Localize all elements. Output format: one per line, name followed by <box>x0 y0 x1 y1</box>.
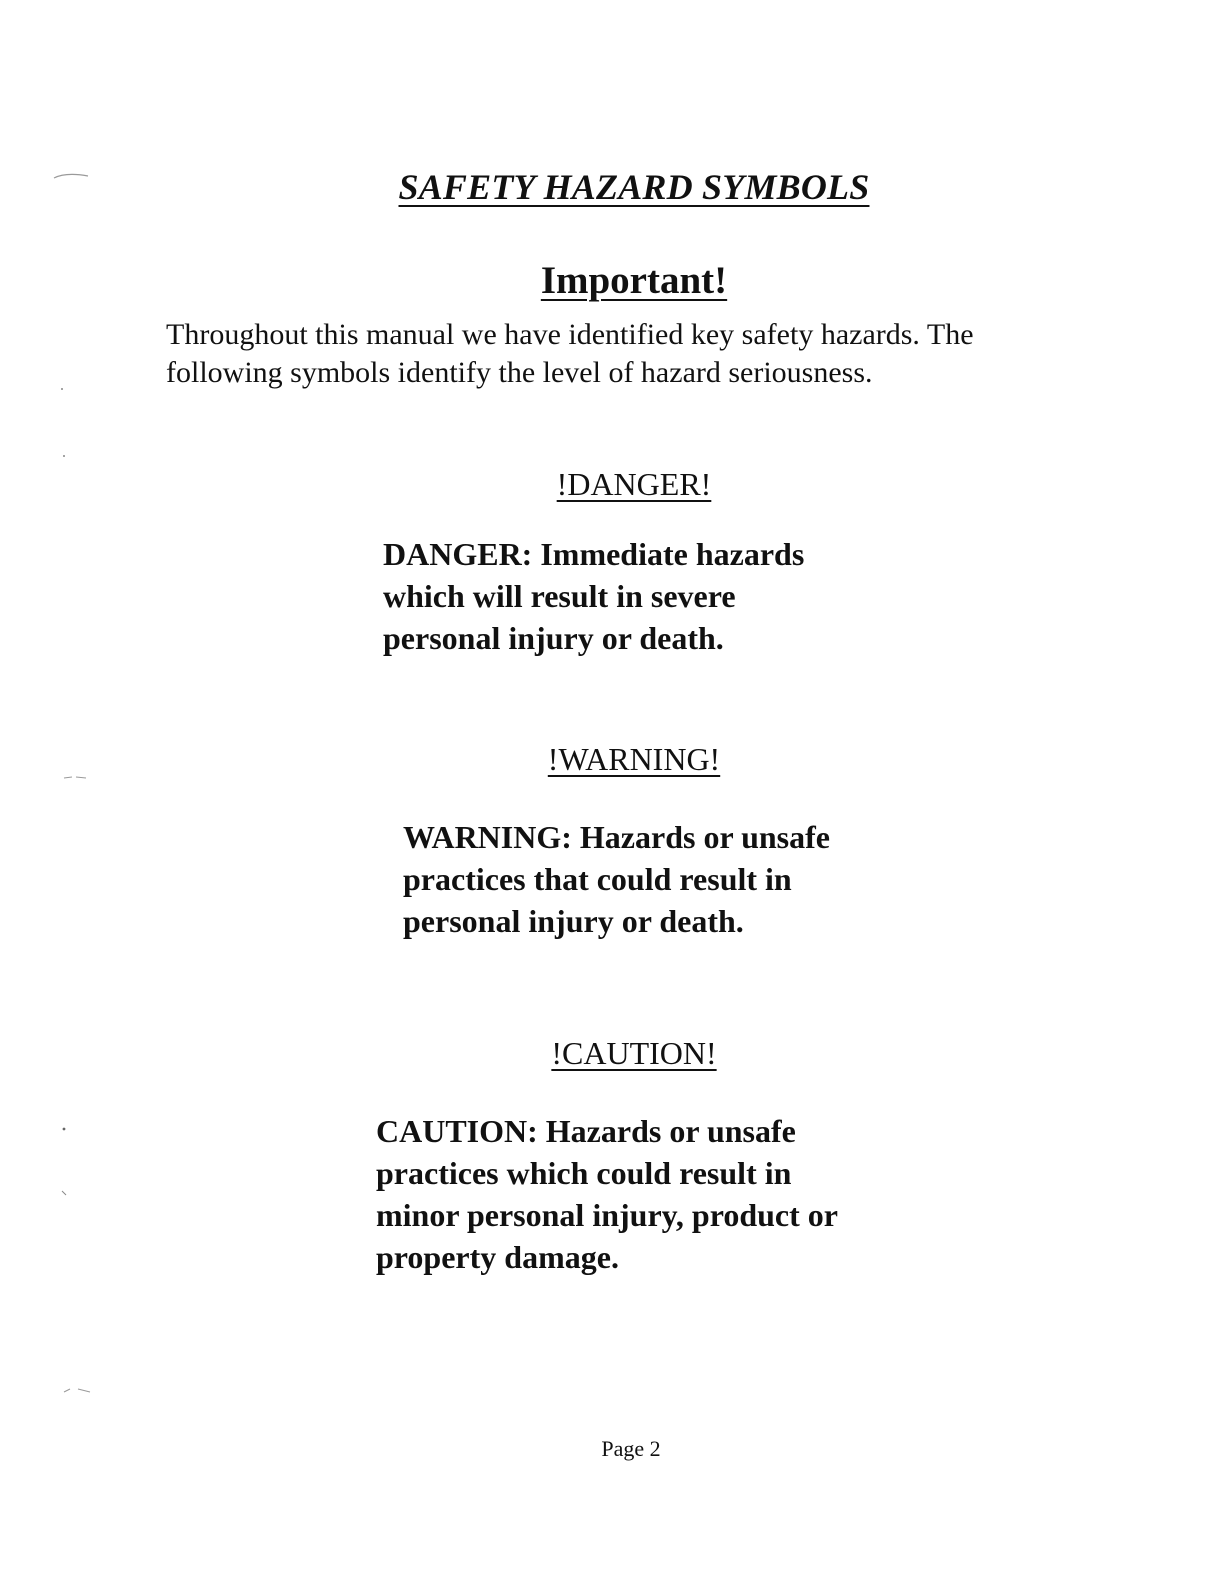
warning-heading: !WARNING! <box>547 741 721 777</box>
scan-artifact-mark <box>52 170 92 182</box>
scan-artifact-mark <box>58 384 68 394</box>
important-heading: Important! <box>540 259 728 302</box>
danger-line: DANGER: Immediate hazards <box>383 536 805 572</box>
caution-description <box>376 1110 838 1278</box>
caution-line: CAUTION: Hazards or unsafe <box>376 1113 796 1149</box>
scan-artifact-mark <box>60 1124 70 1134</box>
page-title: SAFETY HAZARD SYMBOLS <box>398 167 870 207</box>
scan-artifact-mark <box>60 1188 70 1198</box>
scan-artifact-mark <box>62 772 92 782</box>
scan-artifact-mark <box>62 1384 94 1396</box>
danger-line: personal injury or death. <box>383 620 724 656</box>
warning-line: practices that could result in <box>403 861 792 897</box>
caution-line: property damage. <box>376 1239 619 1275</box>
page-number: Page 2 <box>601 1436 661 1461</box>
danger-description <box>383 533 804 659</box>
caution-line: minor personal injury, product or <box>376 1197 838 1233</box>
danger-heading: !DANGER! <box>556 466 712 502</box>
warning-line: personal injury or death. <box>403 903 744 939</box>
intro-line: Throughout this manual we have identified key safety hazards. The <box>166 318 974 351</box>
warning-line: WARNING: Hazards or unsafe <box>403 819 830 855</box>
scan-artifact-mark <box>60 452 70 462</box>
warning-description <box>403 816 830 942</box>
intro-line: following symbols identify the level of hazard seriousness. <box>166 356 873 389</box>
intro-paragraph <box>166 316 1106 392</box>
caution-line: practices which could result in <box>376 1155 792 1191</box>
caution-heading: !CAUTION! <box>551 1035 717 1071</box>
danger-line: which will result in severe <box>383 578 736 614</box>
